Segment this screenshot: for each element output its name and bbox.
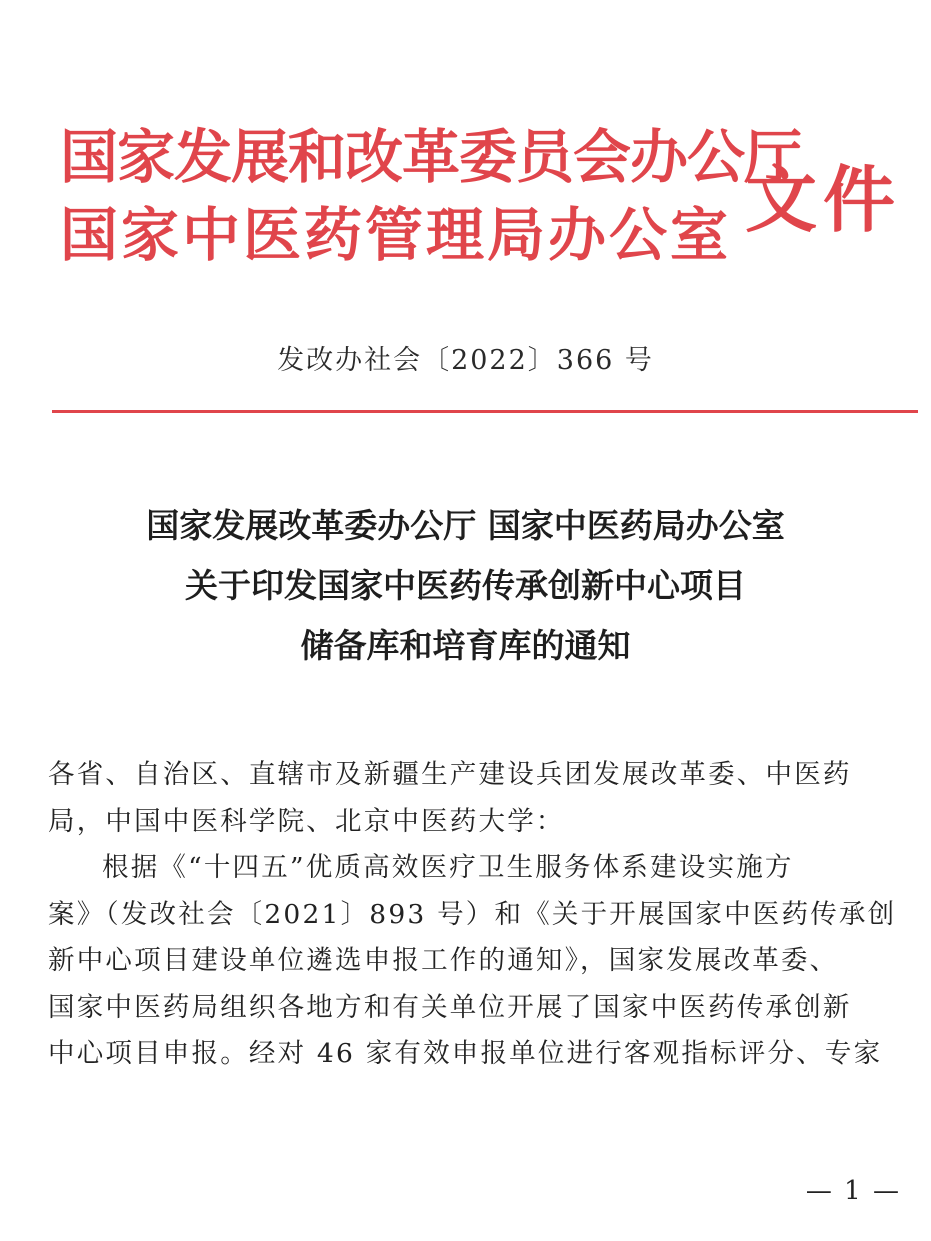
document-type-label: 文件 (745, 158, 902, 242)
body-line-paragraph-start: 根据《“十四五”优质高效医疗卫生服务体系建设实施方 (102, 852, 794, 883)
body-line: 中心项目申报。经对 46 家有效申报单位进行客观指标评分、专家 (48, 1038, 883, 1069)
issuer-name-2: 国家中医药管理局办公室 (60, 201, 732, 269)
body-line: 案》（发改社会〔2021〕893 号）和《关于开展国家中医药传承创 (48, 898, 897, 930)
red-divider (52, 410, 918, 413)
page-number: — 1 — (805, 1176, 901, 1206)
title-line-1: 国家发展改革委办公厅 国家中医药局办公室 (146, 506, 785, 545)
title-line-3: 储备库和培育库的通知 (300, 626, 631, 665)
document-title (0, 496, 931, 676)
document-header (60, 118, 902, 288)
body-line-addressee-1: 各省、自治区、直辖市及新疆生产建设兵团发展改革委、中医药 (48, 759, 852, 790)
document-number: 发改办社会〔2022〕366 号 (277, 345, 654, 376)
issuer-name-1: 国家发展和改革委员会办公厅 (60, 123, 802, 191)
body-line-addressee-2: 局，中国中医科学院、北京中医药大学： (48, 805, 565, 837)
document-body (48, 752, 908, 1078)
title-line-2: 关于印发国家中医药传承创新中心项目 (185, 566, 746, 605)
body-line: 国家中医药局组织各地方和有关单位开展了国家中医药传承创新 (48, 991, 852, 1023)
body-line: 新中心项目建设单位遴选申报工作的通知》，国家发展改革委、 (48, 945, 839, 976)
